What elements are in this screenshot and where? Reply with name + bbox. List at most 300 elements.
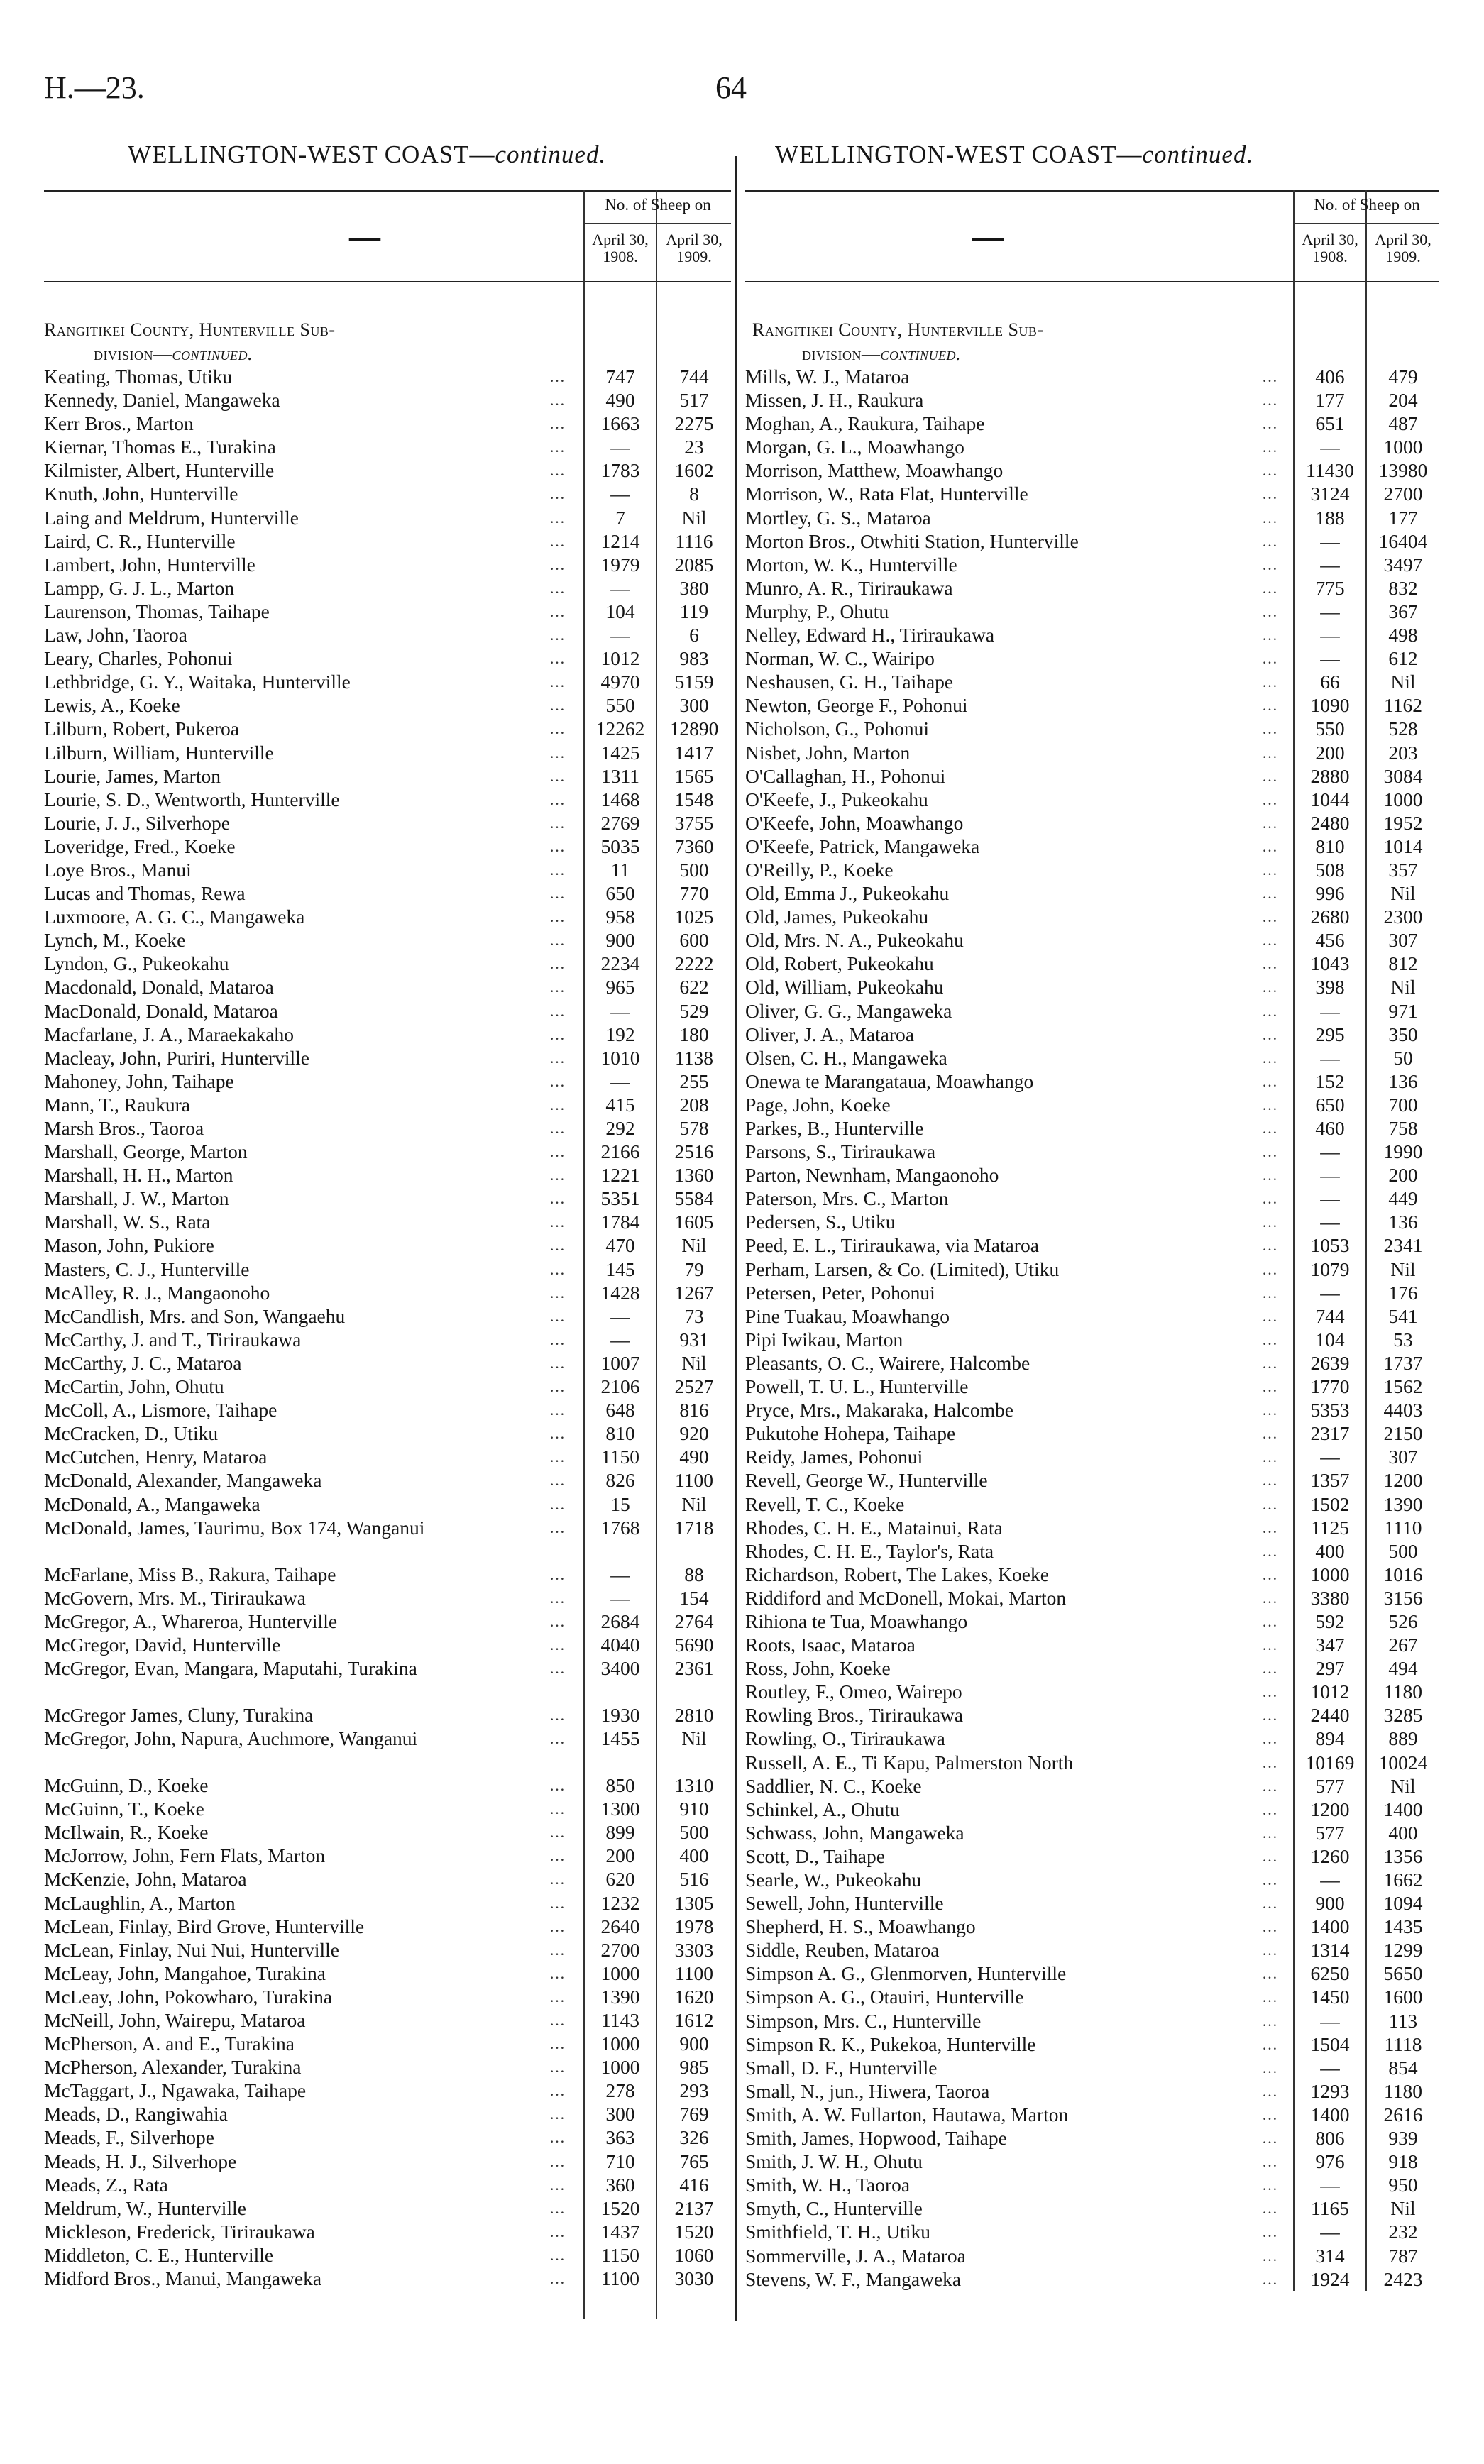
sheep-1908-cell: 295	[1315, 1023, 1345, 1045]
leader-dots: …	[549, 1565, 565, 1583]
table-row	[745, 717, 1439, 740]
sheep-1909-cell: Nil	[1390, 882, 1416, 905]
leader-dots: …	[549, 1166, 565, 1184]
owner-name: Small, D. F., Hunterville	[745, 2056, 938, 2079]
sheep-1909-cell: 816	[679, 1399, 709, 1421]
sheep-1908-cell: —	[1320, 2009, 1340, 2032]
table-top-rule	[745, 190, 1439, 192]
owner-name: Oliver, G. G., Mangaweka	[745, 999, 952, 1022]
owner-name: Midford Bros., Manui, Mangaweka	[44, 2267, 322, 2290]
leader-dots: …	[549, 1307, 565, 1325]
leader-dots: …	[549, 1471, 565, 1490]
owner-name: Revell, George W., Hunterville	[745, 1469, 988, 1492]
sheep-1909-cell: 1435	[1383, 1915, 1423, 1938]
sheep-1909-cell: 136	[1388, 1069, 1418, 1092]
owner-name: Lampp, G. J. L., Marton	[44, 576, 235, 599]
sheep-1909-cell: 2085	[674, 553, 714, 576]
leader-dots: …	[549, 1048, 565, 1067]
owner-name: Lourie, J. J., Silverhope	[44, 811, 230, 834]
sheep-1909-cell: 765	[679, 2150, 709, 2172]
sheep-1908-cell: 1000	[600, 1962, 640, 1984]
leader-dots: …	[1262, 1518, 1277, 1536]
owner-name: O'Keefe, John, Moawhango	[745, 811, 964, 834]
owner-name: Searle, W., Pukeokahu	[745, 1869, 922, 1891]
sheep-1908-cell: 66	[1320, 671, 1340, 693]
sheep-1908-cell: 278	[605, 2079, 635, 2102]
sheep-1908-cell: —	[1320, 1869, 1340, 1891]
table-row	[44, 1727, 731, 1773]
sheep-1908-cell: —	[1320, 1187, 1340, 1210]
left-rows	[44, 365, 731, 2290]
table-row	[44, 905, 731, 928]
leader-dots: …	[1262, 931, 1277, 950]
table-row	[44, 1351, 731, 1375]
owner-name: Rhodes, C. H. E., Taylor's, Rata	[745, 1539, 994, 1562]
leader-dots: …	[549, 790, 565, 808]
owner-name: Page, John, Koeke	[745, 1093, 891, 1116]
sheep-1909-cell: 2222	[674, 952, 714, 975]
leader-dots: …	[1262, 1166, 1277, 1184]
sheep-1908-cell: 1260	[1310, 1844, 1350, 1867]
table-row	[745, 1328, 1439, 1351]
owner-name: McFarlane, Miss B., Rakura, Taihape	[44, 1563, 336, 1585]
owner-name: Old, Emma J., Pukeokahu	[745, 882, 950, 905]
leader-dots: …	[549, 1025, 565, 1043]
sheep-1908-cell: 4970	[600, 671, 640, 693]
owner-name: McGregor, John, Napura, Auchmore, Wanganui	[44, 1727, 418, 1750]
sheep-1908-cell: 1232	[600, 1891, 640, 1914]
sheep-1908-cell: 1770	[1310, 1375, 1350, 1398]
table-row	[745, 952, 1439, 975]
table-row	[745, 1304, 1439, 1328]
sheep-1909-cell: 326	[679, 2126, 709, 2149]
owner-name: Neshausen, G. H., Taihape	[745, 671, 954, 693]
table-row	[44, 623, 731, 647]
leader-dots: …	[1262, 2199, 1277, 2218]
leader-dots: …	[1262, 461, 1277, 480]
leader-dots: …	[549, 743, 565, 761]
leader-dots: …	[549, 1283, 565, 1302]
leader-dots: …	[549, 884, 565, 903]
owner-name: Old, James, Pukeokahu	[745, 906, 929, 928]
sheep-1908-cell: 577	[1315, 1821, 1345, 1844]
table-row	[44, 1140, 731, 1163]
table-row	[745, 1233, 1439, 1257]
sheep-1908-cell: —	[610, 483, 630, 505]
leader-dots: …	[1262, 578, 1277, 597]
leader-dots: …	[549, 837, 565, 855]
leader-dots: …	[549, 1776, 565, 1795]
sheep-1909-cell: 939	[1388, 2127, 1418, 2150]
sheep-1909-cell: 2516	[674, 1140, 714, 1163]
sheep-1908-cell: 806	[1315, 2127, 1345, 2150]
sheep-1909-cell: 1548	[674, 788, 714, 810]
sheep-1908-cell: 406	[1315, 365, 1345, 387]
leader-dots: …	[1262, 414, 1277, 433]
table-row	[44, 1516, 731, 1563]
owner-name: Marshall, George, Marton	[44, 1140, 248, 1163]
sheep-1908-cell: —	[610, 436, 630, 458]
table-row	[44, 670, 731, 693]
sheep-1908-cell: 5035	[600, 835, 640, 857]
sheep-1908-cell: 1150	[601, 1446, 639, 1468]
sheep-1909-cell: 12890	[669, 717, 719, 740]
owner-name: McGuinn, D., Koeke	[44, 1774, 209, 1797]
table-row	[44, 1304, 731, 1328]
sheep-1909-cell: 889	[1388, 1727, 1418, 1750]
owner-name: McLeay, John, Pokowharo, Turakina	[44, 1985, 333, 2008]
owner-name: Rihiona te Tua, Moawhango	[745, 1610, 968, 1632]
leader-dots: …	[1262, 555, 1277, 573]
owner-name: Parsons, S., Tiriraukawa	[745, 1140, 936, 1163]
sheep-1908-cell: 1012	[600, 647, 640, 670]
leader-dots: …	[1262, 908, 1277, 926]
left-column-title: WELLINGTON-WEST COAST—continued.	[128, 141, 607, 168]
leader-dots: …	[549, 1964, 565, 1982]
owner-name: Marshall, W. S., Rata	[44, 1211, 211, 1233]
sheep-1908-cell: 300	[605, 2103, 635, 2125]
sheep-1908-cell: 899	[605, 1821, 635, 1844]
sheep-1908-cell: —	[1320, 1446, 1340, 1468]
header-sub-rule	[1295, 223, 1439, 224]
leader-dots: …	[1262, 1753, 1277, 1771]
owner-name: Moghan, A., Raukura, Taihape	[745, 412, 985, 435]
owner-name: Schwass, John, Mangaweka	[745, 1821, 964, 1844]
sheep-1909-cell: 5650	[1383, 1962, 1423, 1985]
sheep-1908-cell: 1979	[600, 553, 640, 576]
table-row	[745, 905, 1439, 928]
sheep-1909-cell: 136	[1388, 1211, 1418, 1233]
sheep-1909-cell: 2361	[674, 1656, 714, 1679]
table-row	[44, 811, 731, 835]
left-sheep-table	[44, 190, 731, 2319]
owner-name: Marsh Bros., Taoroa	[44, 1117, 204, 1139]
sheep-1908-cell: 648	[605, 1399, 635, 1421]
leader-dots: …	[1262, 1143, 1277, 1161]
table-row	[44, 412, 731, 435]
owner-name: McLeay, John, Mangahoe, Turakina	[44, 1962, 326, 1984]
sheep-1909-cell: 357	[1388, 858, 1418, 881]
sheep-1908-cell: 347	[1315, 1634, 1345, 1656]
sheep-1908-cell: 1450	[1310, 1986, 1350, 2008]
table-row	[44, 1163, 731, 1187]
leader-dots: …	[1262, 1307, 1277, 1325]
sheep-1908-cell: 200	[1315, 741, 1345, 764]
sheep-1908-cell: —	[1320, 999, 1340, 1022]
leader-dots: …	[549, 766, 565, 785]
table-row	[745, 1492, 1439, 1516]
owner-name: Smith, A. W. Fullarton, Hautawa, Marton	[745, 2103, 1069, 2125]
owner-name: McColl, A., Lismore, Taihape	[44, 1399, 277, 1421]
table-row	[745, 482, 1439, 505]
owner-name: Reidy, James, Pohonui	[745, 1446, 923, 1468]
sheep-1909-cell: 490	[679, 1446, 709, 1468]
owner-name: Law, John, Taoroa	[44, 624, 187, 647]
owner-name: McCracken, D., Utiku	[44, 1422, 219, 1445]
sheep-1908-cell: 1924	[1310, 2267, 1350, 2290]
owner-name: Parton, Newnham, Mangaonoho	[745, 1164, 999, 1187]
leader-dots: …	[549, 955, 565, 973]
owner-name: McCutchen, Henry, Mataroa	[44, 1446, 268, 1468]
sheep-1909-cell: 1060	[674, 2243, 714, 2266]
leader-dots: …	[1262, 1353, 1277, 1372]
owner-name: Old, Mrs. N. A., Pukeokahu	[745, 929, 964, 952]
leader-dots: …	[549, 602, 565, 620]
table-header-rule	[44, 281, 731, 282]
owner-name: Riddiford and McDonell, Mokai, Marton	[745, 1586, 1067, 1609]
owner-name: Siddle, Reuben, Mataroa	[745, 1939, 940, 1962]
leader-dots: …	[549, 578, 565, 597]
sheep-1909-cell: 1356	[1383, 1844, 1423, 1867]
leader-dots: …	[1262, 2058, 1277, 2077]
leader-dots: …	[549, 1729, 565, 1748]
table-row	[745, 1281, 1439, 1304]
table-row	[745, 647, 1439, 670]
sheep-1909-cell: 1718	[674, 1516, 714, 1539]
owner-name: Routley, F., Omeo, Wairepo	[745, 1681, 962, 1703]
sheep-1908-cell: 1783	[600, 459, 640, 482]
table-row	[745, 2267, 1439, 2291]
table-row	[745, 600, 1439, 623]
sheep-1909-cell: Nil	[1390, 2197, 1416, 2220]
leader-dots: …	[1262, 1565, 1277, 1583]
table-row	[745, 835, 1439, 858]
sheep-1908-cell: 7	[615, 506, 625, 529]
owner-name: McAlley, R. J., Mangaonoho	[44, 1281, 270, 1304]
table-row	[44, 576, 731, 600]
sheep-1909-cell: 920	[679, 1422, 709, 1445]
owner-name: Shepherd, H. S., Moawhango	[745, 1915, 976, 1938]
sheep-1908-cell: 1455	[600, 1727, 640, 1750]
sheep-1908-cell: 965	[605, 976, 635, 999]
sheep-1908-cell: 490	[605, 389, 635, 412]
sheep-1908-cell: 2680	[1310, 906, 1350, 928]
leader-dots: …	[549, 1917, 565, 1935]
leader-dots: …	[1262, 2176, 1277, 2194]
sheep-1908-cell: —	[1320, 529, 1340, 552]
table-row	[745, 2173, 1439, 2196]
leader-dots: …	[1262, 1871, 1277, 1888]
sheep-1909-cell: 449	[1388, 1187, 1418, 1210]
table-row	[44, 2125, 731, 2149]
sheep-1908-cell: 400	[1315, 1539, 1345, 1562]
sheep-1909-cell: 1180	[1384, 2079, 1422, 2102]
sheep-1908-cell: 456	[1315, 929, 1345, 952]
header-sub-rule	[585, 223, 731, 224]
owner-name: Norman, W. C., Wairipo	[745, 647, 935, 670]
owner-name: Pipi Iwikau, Marton	[745, 1328, 903, 1351]
sheep-1908-cell: —	[1320, 1046, 1340, 1069]
leader-dots: …	[549, 1659, 565, 1677]
table-row	[745, 1069, 1439, 1093]
table-row	[745, 529, 1439, 553]
sheep-1909-cell: 1600	[1383, 1986, 1423, 2008]
sheep-1908-cell: 1100	[601, 2267, 639, 2290]
table-row	[745, 388, 1439, 412]
sheep-1908-cell: 363	[605, 2126, 635, 2149]
owner-name: Rhodes, C. H. E., Matainui, Rata	[745, 1516, 1003, 1539]
owner-name: Lourie, S. D., Wentworth, Hunterville	[44, 788, 340, 810]
sheep-1908-cell: 11430	[1306, 459, 1354, 482]
leader-dots: …	[1262, 485, 1277, 503]
leader-dots: …	[549, 2105, 565, 2123]
sheep-1909-cell: 1200	[1383, 1469, 1423, 1492]
leader-dots: …	[1262, 837, 1277, 855]
table-row	[44, 1023, 731, 1046]
sheep-1909-cell: 910	[679, 1798, 709, 1820]
year-1908-header: April 30, 1908.	[1302, 231, 1358, 266]
sheep-1908-cell: 1400	[1310, 2103, 1350, 2125]
sheep-1909-cell: 541	[1388, 1304, 1418, 1327]
sheep-1909-cell: 154	[679, 1586, 709, 1609]
sheep-1909-cell: 500	[1388, 1539, 1418, 1562]
table-row	[745, 858, 1439, 881]
owner-name: Meads, H. J., Silverhope	[44, 2150, 237, 2172]
leader-dots: …	[549, 1588, 565, 1607]
owner-name: Old, Robert, Pukeokahu	[745, 952, 934, 975]
leader-dots: …	[1262, 1448, 1277, 1466]
leader-dots: …	[1262, 626, 1277, 644]
sheep-1908-cell: 775	[1315, 576, 1345, 599]
leader-dots: …	[1262, 696, 1277, 715]
table-row	[44, 600, 731, 623]
table-row	[745, 1563, 1439, 1586]
table-row	[745, 788, 1439, 811]
owner-name: Middleton, C. E., Hunterville	[44, 2243, 274, 2266]
table-row	[745, 881, 1439, 905]
sheep-1908-cell: 1043	[1310, 952, 1350, 975]
owner-name: Morrison, Matthew, Moawhango	[745, 459, 1004, 482]
sheep-1908-cell: 2639	[1310, 1351, 1350, 1374]
section-heading: Rangitikei County, Hunterville Sub- division—continued.	[44, 319, 336, 364]
sheep-1909-cell: 2275	[674, 412, 714, 435]
sheep-1908-cell: 650	[605, 882, 635, 905]
leader-dots: …	[1262, 1119, 1277, 1137]
owner-name: Russell, A. E., Ti Kapu, Palmerston North	[745, 1751, 1074, 1773]
owner-name: McGuinn, T., Koeke	[44, 1798, 204, 1820]
leader-dots: …	[1262, 2105, 1277, 2123]
leader-dots: …	[549, 508, 565, 527]
sheep-1908-cell: 3380	[1310, 1586, 1350, 1609]
leader-dots: …	[549, 1518, 565, 1536]
leader-dots: …	[549, 1448, 565, 1466]
owner-name: Macfarlane, J. A., Maraekakaho	[44, 1023, 294, 1045]
owner-name: Lewis, A., Koeke	[44, 694, 180, 717]
sheep-1908-cell: 1520	[600, 2196, 640, 2219]
sheep-1909-cell: 2764	[674, 1610, 714, 1632]
sheep-1909-cell: 622	[679, 976, 709, 999]
table-row	[44, 1210, 731, 1233]
leader-dots: …	[549, 720, 565, 738]
sheep-1908-cell: 15	[610, 1492, 630, 1515]
table-row	[44, 553, 731, 576]
sheep-1909-cell: 500	[679, 858, 709, 881]
leader-dots: …	[549, 1940, 565, 1959]
table-row	[745, 1656, 1439, 1680]
owner-name: Sommerville, J. A., Mataroa	[745, 2244, 966, 2267]
leader-dots: …	[1262, 1541, 1277, 1560]
leader-dots: …	[1262, 1072, 1277, 1090]
sheep-1909-cell: 2810	[674, 1703, 714, 1726]
sheep-1908-cell: 2440	[1310, 1704, 1350, 1727]
sheep-1909-cell: 1016	[1383, 1563, 1423, 1585]
owner-name: Leary, Charles, Pohonui	[44, 647, 233, 670]
table-row	[44, 2032, 731, 2055]
sheep-1909-cell: 1737	[1383, 1351, 1423, 1374]
sheep-1909-cell: 10024	[1378, 1751, 1428, 1773]
table-row	[745, 1140, 1439, 1163]
sheep-1909-cell: 119	[679, 600, 709, 622]
sheep-1909-cell: 73	[684, 1304, 704, 1327]
table-row	[745, 1468, 1439, 1492]
sheep-1908-cell: 1311	[601, 764, 639, 787]
sheep-1908-cell: —	[610, 1563, 630, 1585]
sheep-1909-cell: Nil	[1390, 1774, 1416, 1797]
table-row	[44, 1258, 731, 1281]
owner-name: Mortley, G. S., Mataroa	[745, 506, 931, 529]
table-row	[745, 1093, 1439, 1116]
leader-dots: …	[1262, 978, 1277, 996]
sheep-1909-cell: 770	[679, 882, 709, 905]
sheep-1908-cell: 1784	[600, 1211, 640, 1233]
table-row	[44, 2008, 731, 2032]
header-dash: —	[349, 219, 380, 254]
sheep-1909-cell: 380	[679, 576, 709, 599]
sheep-1909-cell: 758	[1388, 1117, 1418, 1139]
owner-name: Kiernar, Thomas E., Turakina	[44, 436, 276, 458]
sheep-1909-cell: 1952	[1383, 811, 1423, 834]
owner-name: O'Reilly, P., Koeke	[745, 858, 894, 881]
sheep-1908-cell: 2880	[1310, 764, 1350, 787]
table-row	[745, 1023, 1439, 1046]
page-number: 64	[715, 70, 747, 105]
table-row	[44, 835, 731, 858]
sheep-1908-cell: —	[1320, 600, 1340, 622]
table-row	[44, 952, 731, 975]
sheep-1909-cell: 578	[679, 1117, 709, 1139]
owner-name: Roots, Isaac, Mataroa	[745, 1634, 916, 1656]
owner-name: Ross, John, Koeke	[745, 1657, 891, 1680]
sheep-1909-cell: 3285	[1383, 1704, 1423, 1727]
owner-name: Pryce, Mrs., Makaraka, Halcombe	[745, 1399, 1013, 1421]
sheep-1908-cell: 1214	[600, 529, 640, 552]
leader-dots: …	[549, 1612, 565, 1630]
sheep-1908-cell: 744	[1315, 1304, 1345, 1327]
sheep-1908-cell: 2700	[600, 1938, 640, 1961]
owner-name: McGregor, Evan, Mangara, Maputahi, Turakina	[44, 1656, 417, 1679]
sheep-1909-cell: 1417	[674, 741, 714, 764]
leader-dots: …	[549, 2152, 565, 2170]
sheep-1908-cell: 314	[1315, 2244, 1345, 2267]
owner-name: Pedersen, S., Utiku	[745, 1211, 896, 1233]
owner-name: Oliver, J. A., Mataroa	[745, 1023, 914, 1045]
sheep-1908-cell: 292	[605, 1117, 635, 1139]
sheep-1908-cell: 415	[605, 1093, 635, 1116]
sheep-1908-cell: —	[610, 1328, 630, 1351]
sheep-1909-cell: 400	[1388, 1821, 1418, 1844]
sheep-1909-cell: 983	[679, 647, 709, 670]
owner-name: Luxmoore, A. G. C., Mangaweka	[44, 906, 305, 928]
table-row	[745, 1445, 1439, 1468]
table-row	[745, 1985, 1439, 2008]
center-column-divider	[735, 156, 737, 2321]
sheep-1908-cell: 1930	[600, 1703, 640, 1726]
sheep-1909-cell: 1267	[674, 1281, 714, 1304]
sheep-1908-cell: —	[610, 624, 630, 647]
leader-dots: …	[549, 1213, 565, 1231]
sheep-1908-cell: 1200	[1310, 1798, 1350, 1820]
sheep-1908-cell: 3124	[1310, 483, 1350, 505]
